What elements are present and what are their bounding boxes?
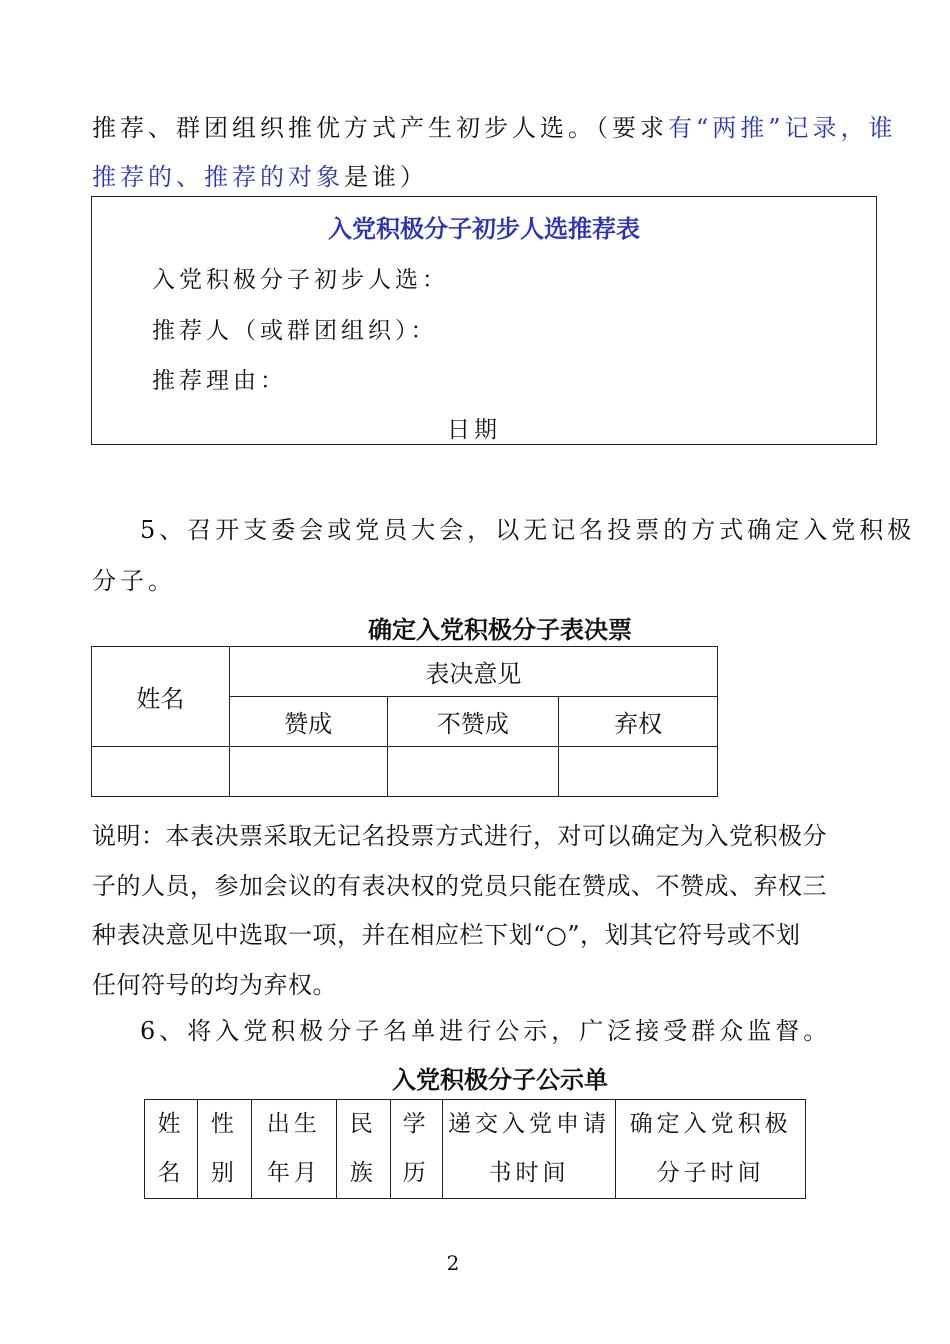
vote-disapprove-cell[interactable] (387, 747, 559, 797)
notice-header-ethnicity (336, 1100, 390, 1199)
header-bottom: 年月 (266, 1160, 321, 1186)
vote-option-abstain: 弃权 (559, 697, 718, 747)
explanation-line: 任何符号的均为弃权。 (92, 970, 337, 999)
step5-line-2: 分子。 (92, 567, 176, 595)
header-top: 递交入党申请 (447, 1111, 610, 1137)
header-top: 姓 (157, 1111, 185, 1137)
notice-header-confirm-date (616, 1100, 806, 1199)
header-bottom: 族 (349, 1160, 377, 1186)
header-top: 确定入党积极 (629, 1111, 792, 1137)
step5-line-1: 5、召开支委会或党员大会，以无记名投票的方式确定入党积极 (140, 516, 916, 544)
notice-header-gender (197, 1100, 251, 1199)
notice-header-birth (251, 1100, 336, 1199)
intro-line-1-text: 推荐、群团组织推优方式产生初步人选。（要求 (92, 114, 668, 142)
notice-header-application-date (442, 1100, 616, 1199)
explanation-line: 说明：本表决票采取无记名投票方式进行，对可以确定为入党积极分 (92, 822, 827, 850)
recommendation-form-box (91, 196, 877, 445)
header-bottom: 分子时间 (656, 1160, 765, 1186)
vote-opinion-header: 表决意见 (229, 647, 717, 697)
header-bottom: 书时间 (488, 1160, 570, 1186)
candidate-label: 入党积极分子初步人选： (152, 267, 449, 293)
page-number: 2 (446, 1251, 460, 1275)
vote-option-approve: 赞成 (229, 697, 387, 747)
vote-abstain-cell[interactable] (559, 747, 718, 797)
vote-name-header: 姓名 (92, 647, 230, 747)
intro-line-2-text: 是谁） (344, 163, 428, 191)
notice-table (144, 1099, 806, 1199)
vote-option-disapprove: 不赞成 (387, 697, 559, 747)
explanation-line: 种表决意见中选取一项，并在相应栏下划“○”，划其它符号或不划 (92, 921, 801, 949)
intro-line-1-highlight: 有“两推”记录，谁 (668, 114, 897, 142)
vote-name-cell[interactable] (92, 747, 230, 797)
notice-table-title: 入党积极分子公示单 (392, 1065, 608, 1094)
intro-line-1 (92, 108, 897, 143)
notice-header-name (145, 1100, 198, 1199)
header-top: 民 (349, 1111, 377, 1137)
recommender-label: 推荐人（或群团组织）： (152, 318, 438, 344)
header-bottom: 别 (210, 1160, 238, 1186)
header-top: 学 (402, 1111, 430, 1137)
notice-header-education (390, 1100, 442, 1199)
intro-line-2 (92, 157, 428, 192)
reason-label: 推荐理由： (152, 368, 287, 394)
step6-text: 6、将入党积极分子名单进行公示，广泛接受群众监督。 (140, 1017, 832, 1045)
vote-approve-cell[interactable] (229, 747, 387, 797)
recommendation-form-title: 入党积极分子初步人选推荐表 (328, 214, 640, 243)
date-label: 日期 (447, 417, 501, 443)
header-top: 性 (210, 1111, 238, 1137)
vote-table (91, 646, 718, 797)
intro-line-2-highlight: 推荐的、推荐的对象 (92, 163, 344, 191)
header-bottom: 历 (402, 1160, 430, 1186)
header-top: 出生 (266, 1111, 321, 1137)
vote-table-title: 确定入党积极分子表决票 (368, 615, 632, 644)
explanation-line: 子的人员，参加会议的有表决权的党员只能在赞成、不赞成、弃权三 (92, 871, 827, 900)
header-bottom: 名 (157, 1160, 185, 1186)
explanation (92, 812, 827, 1010)
